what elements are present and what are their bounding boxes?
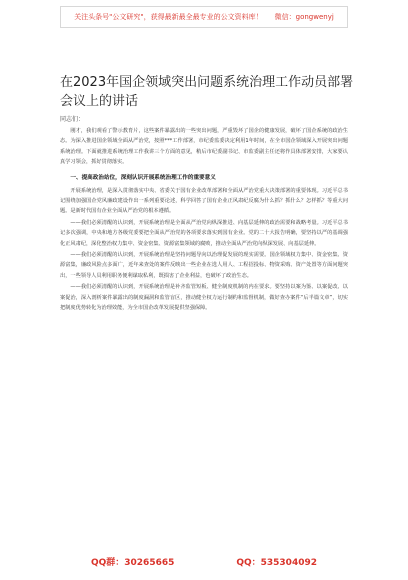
body-paragraph: 开展系统治理，是深入贯彻落实中央、省委关于国有企业改革部署和全面从严治党重大决策部署的重要体现。习近平总书记围绕加强国企党风廉政建设作出一系列重要论述，科学回答了国有企业正风肃纪反腐为什么抓？抓什么？怎样抓？等重大问题。是新时代国有企业全面从严治党的根本遵循。 bbox=[60, 187, 348, 215]
body-paragraph: ——我们必须清醒的认识到，开展系统治理是补齐监管短板、健全制度机制的内在要求。要坚持以案为鉴、以案促改、以案促治，深入剖析案件暴露出的制度漏洞和监管盲区，推动健全权力运行制约和监督机制，做好查办案件“后半篇文章”，切实把制度优势转化为治理效能，为全市国企改革发展提供坚强保障。 bbox=[60, 284, 348, 312]
banner-wechat: 微信：gongwenyj bbox=[274, 13, 334, 21]
footer-qq: QQ：535304092 bbox=[236, 557, 317, 568]
document-title: 在2023年国企领域突出问题系统治理工作动员部署会议上的讲话 bbox=[60, 74, 354, 109]
banner-text: 关注头条号"公文研究"，获得最新最全最专业的公文资料库！ bbox=[74, 13, 263, 21]
header-banner bbox=[60, 6, 348, 28]
document-body bbox=[60, 126, 348, 315]
intro-paragraph: 刚才，我们观看了警示教育片，这些案件暴露出的一些突出问题，严重毁坏了国企的健康发展，破坏了国企系统的政治生态。为深入推进国企领域全面从严治党，按照***工作部署，市纪委监委决定利用1年时间，在全市国企领域深入开展突出问题系统治理。下面就推进系统治理工作我讲三个方面的意见，稍后市纪委副书记、市监委副主任还将作具体部署安排，大家要认真学习领会，抓好贯彻落实。 bbox=[60, 128, 348, 166]
body-paragraph: ——我们必须清醒的认识到，开展系统治理是坚持问题导向以治理促发展的现实需要。国企领域权力集中、资金密集、资源富集，廉政风险点多面广，近年来查处的案件反映出一些企业在选人用人、工程招投标、物资采购、资产处置等方面问题突出，一些领导人员利用职务便利谋取私利，既损害了企业利益，也破坏了政治生态。 bbox=[60, 252, 348, 279]
section-heading: 一、提高政治站位，深刻认识开展系统治理工作的重要意义 bbox=[70, 174, 216, 181]
footer-contact bbox=[60, 549, 348, 573]
footer-qq-group: QQ群：30265665 bbox=[90, 557, 175, 568]
salutation: 同志们： bbox=[60, 116, 85, 123]
body-paragraph: ——我们必须清醒的认识到，开展系统治理是全面从严治党向纵深推进、向基层延伸的政治需要和战略考量。习近平总书记多次强调，中央和地方各级党委要把全面从严治党的各项要求落实到国有企业。党的二十大报告明确，要坚持以严的基调强化正风肃纪，深化整治权力集中、资金密集、资源富集领域的腐败，推动全面从严治党向纵深发展、向基层延伸。 bbox=[60, 219, 348, 247]
